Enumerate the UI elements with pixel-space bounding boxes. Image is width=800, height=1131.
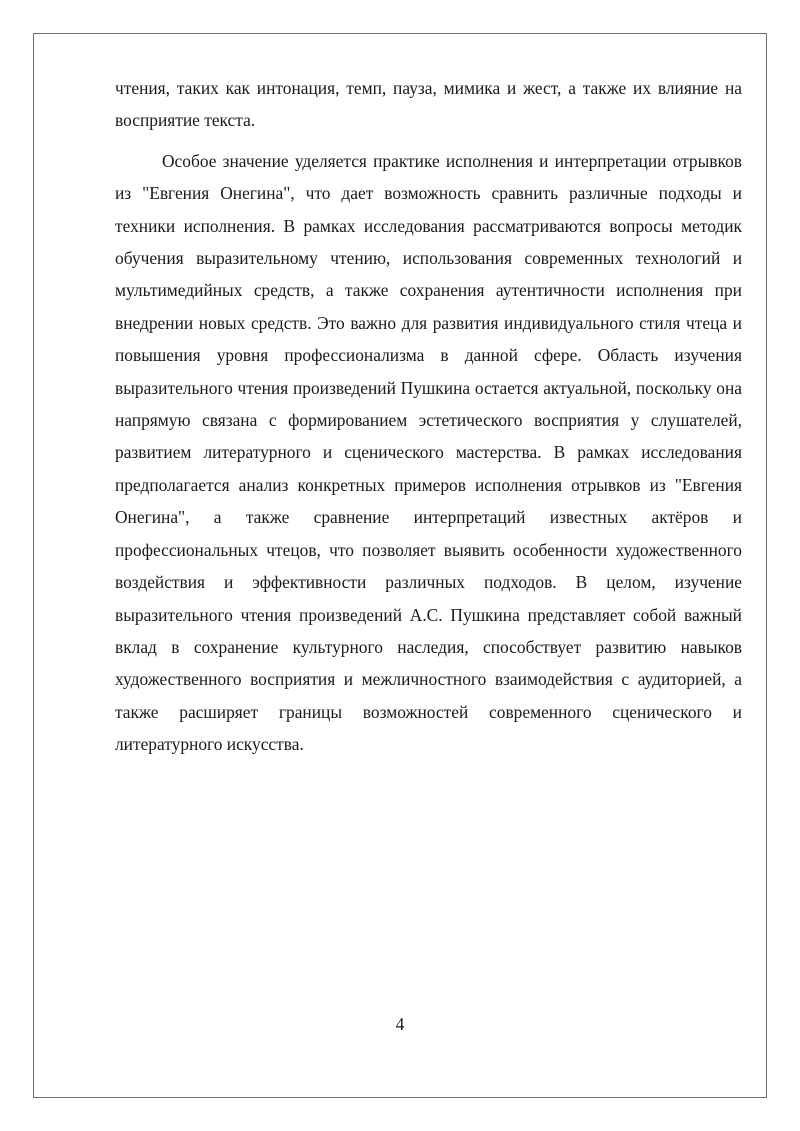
paragraph-continued: чтения, таких как интонация, темп, пауза, мимика и жест, а также их влияние на восприятие текста. (115, 78, 742, 131)
page-number: 4 (395, 1014, 405, 1034)
paragraph-main: Особое значение уделяется практике исполнения и интерпретации отрывков из "Евгения Онегина", что дает возможность сравнить различные подходы и техники исполнения. В рамках исследования рассматриваются вопросы методик обучения выразительному чтению, использования современных технологий и мультимедийных средств, а также сохранения аутентичности исполнения при внедрении новых средств. Это важно для развития индивидуального стиля чтеца и повышения уровня профессионализма в данной сфере. Область изучения выразительного чтения произведений Пушкина остается актуальной, поскольку она напрямую связана с формированием эстетического восприятия у слушателей, развитием литературного и сценического мастерства. В рамках исследования предполагается анализ конкретных примеров исполнения отрывков из "Евгения Онегина", а также сравнение интерпретаций известных актёров и профессиональных чтецов, что позволяет выявить особенности художественного воздействия и эффективности различных подходов. В целом, изучение выразительного чтения произведений А.С. Пушкина представляет собой важный вклад в сохранение культурного наследия, способствует развитию навыков художественного восприятия и межличностного взаимодействия с аудиторией, а также расширяет границы возможностей современного сценического и литературного искусства. (115, 150, 742, 755)
page-body (115, 72, 742, 761)
